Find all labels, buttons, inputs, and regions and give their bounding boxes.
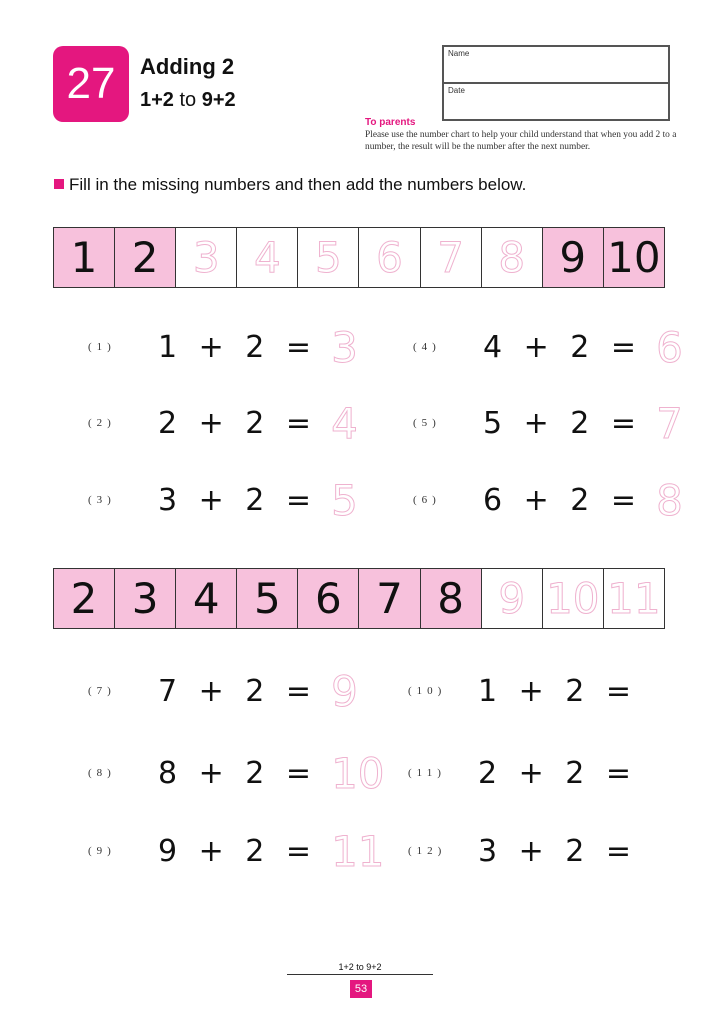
page-number: 53: [350, 980, 372, 998]
number-cell: 6: [298, 569, 359, 628]
footer-divider: [287, 974, 433, 975]
footer-text: 1+2 to 9+2: [338, 962, 382, 972]
number-cell: 3: [115, 569, 176, 628]
problem-index: (2): [88, 417, 116, 429]
answer-trace[interactable]: 8: [656, 475, 683, 525]
problem-equation: 5 + 2 =: [483, 405, 643, 441]
number-cell: 9: [543, 228, 604, 287]
number-chart-1: [53, 227, 665, 288]
number-cell: 2: [115, 228, 176, 287]
instruction: [54, 175, 526, 195]
problem-equation: 4 + 2 =: [483, 329, 643, 365]
problem-row: [88, 324, 358, 370]
lesson-number: 27: [66, 59, 116, 108]
problem-row: [88, 400, 358, 446]
answer-trace[interactable]: 10: [331, 748, 385, 798]
number-cell: 8: [421, 569, 482, 628]
trace-number-cell[interactable]: 7: [421, 228, 482, 287]
problem-index: (6): [413, 494, 441, 506]
subtitle-to: to: [173, 89, 202, 111]
lesson-title: Adding 2: [140, 54, 235, 79]
problem-index: (1): [88, 341, 116, 353]
number-cell: 5: [237, 569, 298, 628]
name-label: Name: [448, 49, 470, 58]
answer-trace[interactable]: 4: [331, 398, 358, 448]
answer-trace[interactable]: 6: [656, 322, 683, 372]
problem-index: (9): [88, 845, 116, 857]
problem-index: (5): [413, 417, 441, 429]
problem-index: (10): [408, 685, 447, 697]
problem-row: [413, 477, 683, 523]
problem-row: [408, 750, 651, 796]
problem-equation: 3 + 2 =: [158, 482, 318, 518]
trace-number-cell[interactable]: 4: [237, 228, 298, 287]
trace-number-cell[interactable]: 11: [604, 569, 664, 628]
answer-trace[interactable]: 7: [656, 398, 683, 448]
problem-equation: 9 + 2 =: [158, 833, 318, 869]
problem-row: [88, 477, 358, 523]
problem-index: (7): [88, 685, 116, 697]
problem-equation: 3 + 2 =: [478, 833, 638, 869]
problem-row: [408, 828, 651, 874]
trace-number-cell[interactable]: 9: [482, 569, 543, 628]
problem-equation: 8 + 2 =: [158, 755, 318, 791]
problem-equation: 1 + 2 =: [478, 673, 638, 709]
subtitle-start: 1+2: [140, 89, 174, 111]
number-cell: 1: [54, 228, 115, 287]
name-field[interactable]: [444, 47, 668, 84]
problem-row: [88, 750, 385, 796]
problem-equation: 2 + 2 =: [478, 755, 638, 791]
problem-row: [413, 400, 683, 446]
problem-index: (8): [88, 767, 116, 779]
date-label: Date: [448, 86, 465, 95]
problem-index: (3): [88, 494, 116, 506]
answer-trace[interactable]: 11: [331, 826, 385, 876]
date-field[interactable]: [444, 84, 668, 119]
instruction-text: Fill in the missing numbers and then add the numbers below.: [69, 175, 527, 194]
problem-row: [408, 668, 651, 714]
trace-number-cell[interactable]: 3: [176, 228, 237, 287]
name-date-box: [442, 45, 670, 121]
answer-trace[interactable]: 3: [331, 322, 358, 372]
number-cell: 7: [359, 569, 420, 628]
to-parents-heading: To parents: [365, 117, 416, 128]
number-cell: 2: [54, 569, 115, 628]
answer-trace[interactable]: 9: [331, 666, 358, 716]
number-cell: 4: [176, 569, 237, 628]
bullet-square-icon: [54, 179, 64, 189]
trace-number-cell[interactable]: 10: [543, 569, 604, 628]
lesson-number-badge: [53, 46, 129, 122]
problem-index: (4): [413, 341, 441, 353]
problem-index: (11): [408, 767, 446, 779]
problem-row: [413, 324, 683, 370]
number-chart-2: [53, 568, 665, 629]
number-cell: 10: [604, 228, 664, 287]
trace-number-cell[interactable]: 8: [482, 228, 543, 287]
problem-equation: 1 + 2 =: [158, 329, 318, 365]
problem-row: [88, 828, 385, 874]
lesson-subtitle: [140, 89, 236, 112]
subtitle-end: 9+2: [201, 89, 236, 111]
trace-number-cell[interactable]: 6: [359, 228, 420, 287]
problem-row: [88, 668, 358, 714]
problem-equation: 6 + 2 =: [483, 482, 643, 518]
problem-equation: 7 + 2 =: [158, 673, 318, 709]
problem-equation: 2 + 2 =: [158, 405, 318, 441]
to-parents-text: Please use the number chart to help your child understand that when you add 2 to a number, the result will be the number after the next number.: [365, 130, 677, 152]
problem-index: (12): [408, 845, 447, 857]
trace-number-cell[interactable]: 5: [298, 228, 359, 287]
answer-trace[interactable]: 5: [331, 475, 358, 525]
